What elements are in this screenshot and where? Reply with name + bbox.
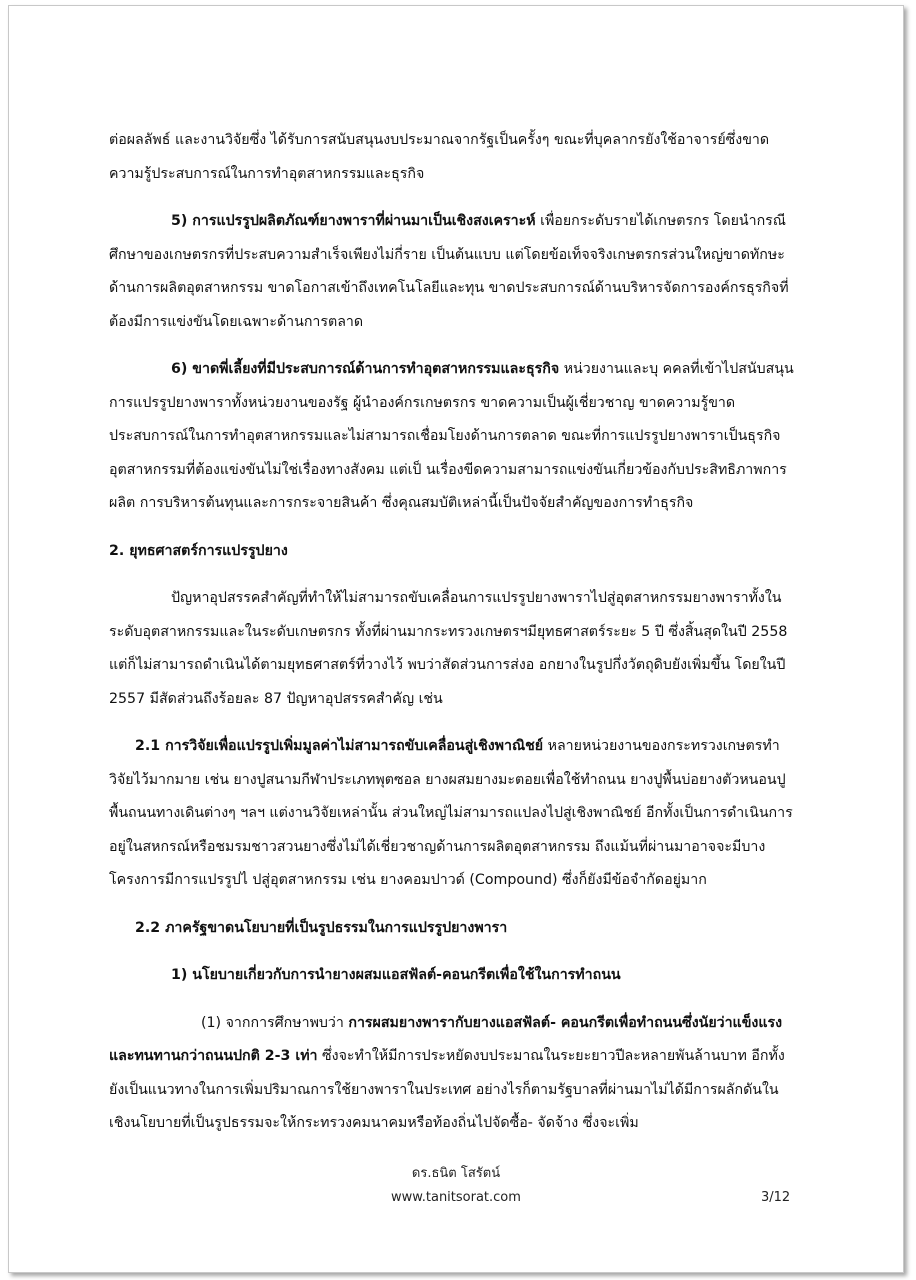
item-1-1-bold: การผสมยางพารากับยางแอสฟัลต์- คอนกรีตเพื่อทำถนนซึ่งนัยว่าแข็งแรงและทนทานกว่าถนนปกติ 2-3 เท่า bbox=[109, 1014, 783, 1064]
subsection-2-1-heading: 2.1 การวิจัยเพื่อแปรรูปเพิ่มมูลค่าไม่สามารถขับเคลื่อนสู่เชิงพาณิชย์ bbox=[135, 738, 544, 754]
section-heading-2-text: 2. ยุทธศาสตร์การแปรรูปยาง bbox=[109, 542, 288, 559]
paragraph-item-1-1 bbox=[109, 1007, 797, 1141]
subsection-2-2-heading-text: 2.2 ภาครัฐขาดนโยบายที่เป็นรูปธรรมในการแปรรูปยางพารา bbox=[135, 919, 508, 936]
paragraph-continuation: ต่อผลลัพธ์ และงานวิจัยซึ่ง ได้รับการสนับสนุนงบประมาณจากรัฐเป็นครั้งๆ ขณะที่บุคลากรยังใช้อาจารย์ซึ่งขาดความรู้ประสบการณ์ในการทำอุตสาหกรรมและธุรกิจ bbox=[109, 132, 770, 182]
subsection-2-2-heading bbox=[109, 912, 797, 946]
document-page bbox=[8, 5, 904, 1273]
paragraph-point-5 bbox=[109, 205, 797, 339]
item-1-heading-text: 1) นโยบายเกี่ยวกับการนำยางผสมแอสฟัลต์-คอนกรีตเพื่อใช้ในการทำถนน bbox=[171, 967, 621, 983]
item-1-1-text: ซึ่งจะทำให้มีการประหยัดงบประมาณในระยะยาวปีละหลายพันล้านบาท อีกทั้งยังเป็นแนวทางในการเพิ่มปริมาณการใช้ยางพาราในประเทศ อย่างไรก็ตามรัฐบาลที่ผ่านมาไม่ได้มีการผลักดันในเชิงนโยบายที่เป็นรูปธรรมจะให้กระทรวงคมนาคมหรือท้องถิ่นไปจัดซื้อ- จัดจ้าง ซึ่งจะเพิ่ม bbox=[109, 1048, 785, 1131]
point-5-heading: 5) การแปรรูปผลิตภัณฑ์ยางพาราที่ผ่านมาเป็นเชิงสงเคราะห์ bbox=[171, 213, 536, 229]
point-6-heading: 6) ขาดพี่เลี้ยงที่มีประสบการณ์ด้านการทำอุตสาหกรรมและธุรกิจ bbox=[171, 361, 560, 377]
paragraph-point-6 bbox=[109, 353, 797, 521]
point-6-text: หน่วยงานและบุ คคลที่เข้าไปสนับสนุนการแปรรูปยางพาราทั้งหน่วยงานของรัฐ ผู้นำองค์กรเกษตรกร ขาดความเป็นผู้เชี่ยวชาญ ขาดความรู้ขาดประสบการณ์ในการทำอุตสาหกรรมและไม่สามารถเชื่อมโยงด้านการตลาด ขณะที่การแปรรูปยางพาราเป็นธุรกิจอุตสาหกรรมที่ต้องแข่งขันไม่ใช่เรื่องทางสังคม แต่เป็ นเรื่องขีดความสามารถแข่งขันเกี่ยวข้องกับประสิทธิภาพการผลิต การบริหารต้นทุนและการกระจายสินค้า ซึ่งคุณสมบัติเหล่านี้เป็นปัจจัยสำคัญของการทำธุรกิจ bbox=[109, 361, 794, 511]
subsection-2-1-text: หลายหน่วยงานของกระทรวงเกษตรทำวิจัยไว้มากมาย เช่น ยางปูสนามกีฬาประเภทพุตซอล ยางผสมยางมะตอยเพื่อใช้ทำถนน ยางปูพื้นบ่อยางตัวหนอนปูพื้นถนนทางเดินต่างๆ ฯลฯ แต่งานวิจัยเหล่านั้น ส่วนใหญ่ไม่สามารถแปลงไปสู่เชิงพาณิชย์ อีกทั้งเป็นการดำเนินการอยู่ในสหกรณ์หรือชมรมชาวสวนยางซึ่งไม่ได้เชี่ยวชาญด้านการผลิตอุตสาหกรรม ถึงแม้นที่ผ่านมาอาจจะมีบางโครงการมีการแปรรูปไ ปสู่อุตสาหกรรม เช่น ยางคอมปาวด์ (Compound) ซึ่งก็ยังมีข้อจำกัดอยู่มาก bbox=[109, 738, 793, 888]
footer-author: ดร.ธนิต โสรัตน์ bbox=[411, 1166, 501, 1181]
item-1-heading bbox=[109, 959, 797, 993]
page-number: 3/12 bbox=[761, 1190, 791, 1205]
item-1-1-lead: (1) จากการศึกษาพบว่า bbox=[201, 1014, 349, 1031]
footer-website: www.tanitsorat.com bbox=[391, 1190, 521, 1205]
paragraph-2-1 bbox=[109, 730, 797, 898]
point-5-text: เพื่อยกระดับรายได้เกษตรกร โดยนำกรณีศึกษาของเกษตรกรที่ประสบความสำเร็จเพียงไม่กี่ราย เป็นต้นแบบ แต่โดยข้อเท็จจริงเกษตรกรส่วนใหญ่ขาดทักษะด้านการผลิตอุตสาหกรรม ขาดโอกาสเข้าถึงเทคโนโลยีและทุน ขาดประสบการณ์ด้านบริหารจัดการองค์กรธุรกิจที่ต้องมีการแข่งขันโดยเฉพาะด้านการตลาด bbox=[109, 213, 789, 330]
section-heading-2 bbox=[109, 535, 797, 569]
paragraph-section-2: ปัญหาอุปสรรคสำคัญที่ทำให้ไม่สามารถขับเคลื่อนการแปรรูปยางพาราไปสู่อุตสาหกรรมยางพาราทั้งในระดับอุตสาหกรรมและในระดับเกษตรกร ทั้งที่ผ่านมากระทรวงเกษตรฯมียุทธศาสตร์ระยะ 5 ปี ซึ่งสิ้นสุดในปี 2558 แต่ก็ไม่สามารถดำเนินได้ตามยุทธศาสตร์ที่วางไว้ พบว่าสัดส่วนการส่งอ อกยางในรูปกึ่งวัตถุดิบยังเพิ่มขึ้น โดยในปี 2557 มีสัดส่วนถึงร้อยละ 87 ปัญหาอุปสรรคสำคัญ เช่น bbox=[109, 590, 788, 707]
document-body bbox=[109, 124, 797, 1141]
